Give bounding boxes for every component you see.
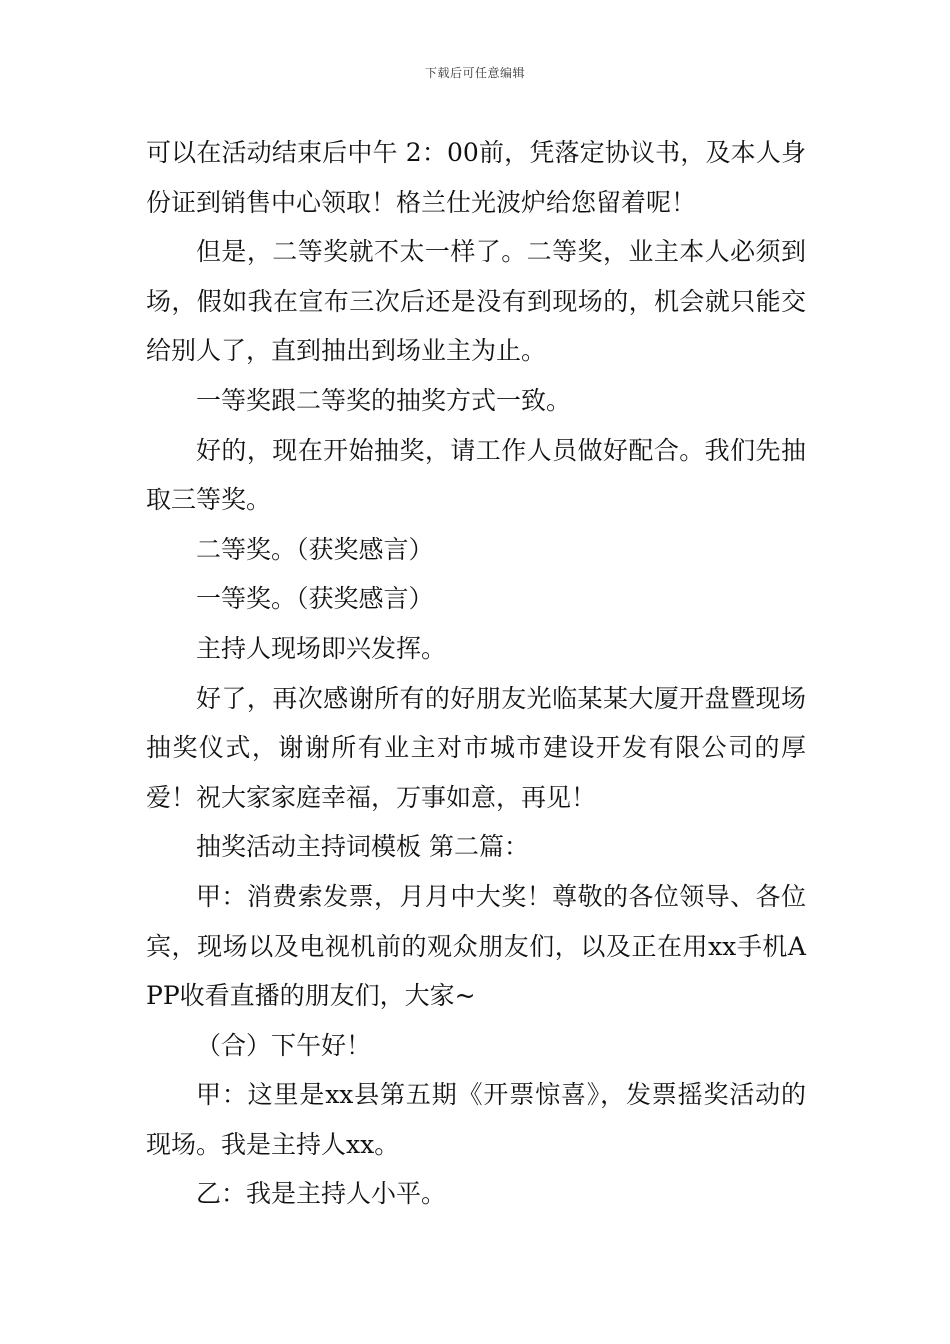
paragraph-5: 二等奖。（获奖感言） — [196, 534, 434, 564]
section-heading: 抽奖活动主持词模板 第二篇： — [196, 832, 529, 862]
paragraph-6: 一等奖。（获奖感言） — [196, 584, 434, 614]
paragraph-2: 但是，二等奖就不太一样了。二等奖，业主本人必须到场，假如我在宣布三次后还是没有到现场的，机会就只能交给别人了，直到抽出到场业主为止。 — [146, 237, 806, 366]
page-header-note: 下载后可任意编辑 — [424, 66, 525, 80]
paragraph-11: （合）下午好！ — [196, 1030, 372, 1060]
paragraph-7: 主持人现场即兴发挥。 — [196, 633, 447, 663]
paragraph-4: 好的，现在开始抽奖，请工作人员做好配合。我们先抽取三等奖。 — [146, 435, 806, 515]
paragraph-13: 乙：我是主持人小平。 — [196, 1179, 447, 1209]
paragraph-3: 一等奖跟二等奖的抽奖方式一致。 — [196, 385, 572, 415]
paragraph-12: 甲：这里是xx县第五期《开票惊喜》，发票摇奖活动的现场。我是主持人xx。 — [146, 1080, 806, 1159]
document-body — [146, 128, 806, 1219]
paragraph-8: 好了，再次感谢所有的好朋友光临某某大厦开盘暨现场抽奖仪式，谢谢所有业主对市城市建设开发有限公司的厚爱！祝大家家庭幸福，万事如意，再见！ — [146, 683, 806, 812]
paragraph-10: 甲：消费索发票，月月中大奖！尊敬的各位领导、各位宾，现场以及电视机前的观众朋友们，以及正在用xx手机APP收看直播的朋友们，大家~ — [146, 881, 806, 1011]
paragraph-1: 可以在活动结束后中午 2：00前，凭落定协议书，及本人身份证到销售中心领取！格兰仕光波炉给您留着呢！ — [146, 138, 806, 217]
